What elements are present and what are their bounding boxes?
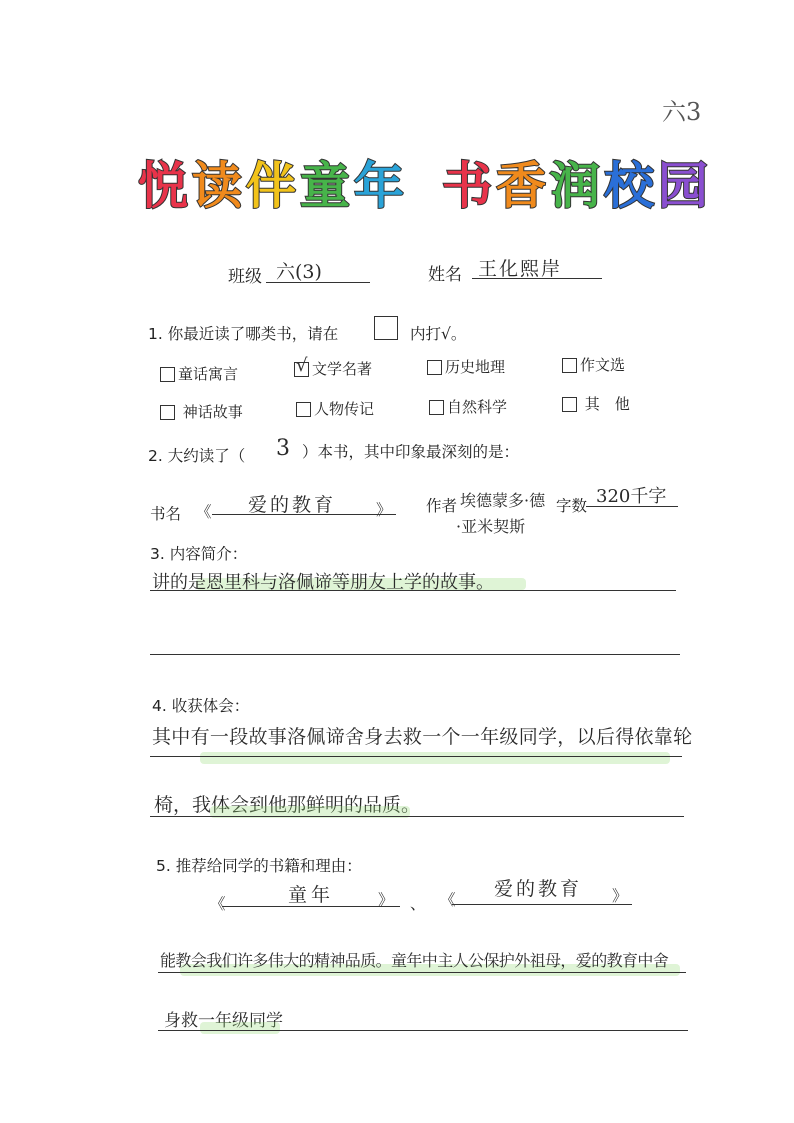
title-char: 润 (550, 157, 604, 215)
rec-book2-close: 》 (612, 887, 628, 905)
author-value-line2[interactable]: ·亚米契斯 (456, 517, 526, 536)
rec-book2-underline (452, 904, 632, 905)
option-myths[interactable] (160, 401, 243, 422)
check-mark-icon: √ (296, 355, 308, 376)
highlight-mark (200, 1022, 280, 1034)
q1-prompt-end: 内打√。 (410, 325, 467, 343)
q5-label: 5. 推荐给同学的书籍和理由： (156, 857, 362, 875)
option-other[interactable] (562, 393, 630, 414)
option-label: 人物传记 (314, 400, 375, 418)
rec-line-1 (158, 972, 686, 973)
checkbox[interactable] (160, 367, 175, 382)
rec-book2-title[interactable]: 爱的教育 (494, 878, 583, 900)
book-name-label: 书名 (150, 505, 182, 523)
checkbox-checked[interactable] (294, 355, 309, 377)
checkbox[interactable] (427, 360, 442, 375)
page-title (138, 146, 712, 216)
q2-prompt-start: 2. 大约读了（ (148, 447, 246, 465)
name-underline (472, 278, 602, 279)
rec-reason-line1[interactable]: 能教会我们许多伟大的精神品质。童年中主人公保护外祖母，爱的教育中舍 (160, 951, 669, 970)
option-label: 作文选 (580, 356, 626, 374)
author-label: 作者 (426, 497, 458, 515)
title-char: 书 (442, 157, 496, 215)
q4-label: 4. 收获体会： (152, 697, 250, 715)
class-underline (266, 282, 370, 283)
option-fairy-tales[interactable] (160, 363, 238, 384)
title-char: 园 (658, 157, 712, 215)
q1-sample-box (374, 316, 398, 340)
checkbox[interactable] (429, 400, 444, 415)
title-char: 悦 (138, 157, 192, 215)
class-label: 班级 (228, 267, 262, 287)
title-char: 伴 (246, 157, 300, 215)
option-history-geography[interactable] (427, 356, 505, 377)
book-name-open: 《 (196, 503, 212, 521)
title-char: 童 (300, 157, 354, 215)
title-char: 校 (604, 157, 658, 215)
checkbox[interactable] (296, 402, 311, 417)
rec-book2-open: 《 (440, 891, 456, 909)
class-value[interactable]: 六(3) (276, 261, 322, 283)
checkbox[interactable] (160, 405, 175, 420)
option-biographies[interactable] (296, 398, 374, 419)
rec-line-2 (158, 1030, 688, 1031)
book-name-value[interactable]: 爱的教育 (248, 494, 337, 516)
name-label: 姓名 (428, 265, 462, 285)
corner-mark: 六3 (662, 98, 702, 126)
word-count-value[interactable]: 320千字 (596, 486, 667, 507)
rec-book1-close: 》 (378, 891, 394, 909)
q3-line-1 (150, 590, 676, 591)
book-name-underline (212, 514, 396, 515)
checkbox[interactable] (562, 397, 577, 412)
option-natural-science[interactable] (429, 396, 507, 417)
q4-line-1 (150, 756, 682, 757)
rec-book1-underline (222, 906, 400, 907)
title-char: 读 (192, 157, 246, 215)
q3-summary-text[interactable]: 讲的是恩里科与洛佩谛等朋友上学的故事。 (152, 572, 494, 593)
q4-line-2 (150, 816, 684, 817)
rec-separator: 、 (410, 895, 426, 913)
q2-book-count[interactable]: 3 (276, 436, 290, 461)
option-label: 文学名著 (312, 360, 373, 378)
word-count-label: 字数 (556, 497, 588, 515)
q3-line-2 (150, 654, 680, 655)
q1-prompt-start: 1. 你最近读了哪类书，请在 (148, 325, 339, 343)
option-label: 神话故事 (182, 403, 243, 421)
rec-reason-line2[interactable]: 身救一年级同学 (164, 1011, 283, 1031)
title-char: 香 (496, 157, 550, 215)
title-char: 年 (354, 157, 408, 215)
word-count-underline (586, 506, 678, 507)
name-value[interactable]: 王化熙岸 (478, 258, 563, 280)
highlight-mark (200, 752, 670, 764)
q2-prompt-end: ）本书，其中印象最深刻的是： (302, 443, 520, 461)
rec-book1-title[interactable]: 童年 (288, 884, 335, 906)
q4-reflection-line1[interactable]: 其中有一段故事洛佩谛舍身去救一个一年级同学，以后得依靠轮 (152, 726, 693, 748)
option-label: 历史地理 (445, 358, 506, 376)
option-label: 童话寓言 (178, 365, 239, 383)
q3-label: 3. 内容简介： (150, 545, 248, 563)
rec-book1-open: 《 (210, 895, 226, 913)
option-essays[interactable] (562, 354, 625, 375)
checkbox[interactable] (562, 358, 577, 373)
q4-reflection-line2[interactable]: 椅，我体会到他那鲜明的品质。 (154, 794, 421, 816)
author-value-line1[interactable]: 埃德蒙多·德 (460, 491, 546, 510)
option-label: 自然科学 (447, 398, 508, 416)
option-literary-classics[interactable] (294, 355, 373, 379)
option-label: 其 他 (584, 395, 630, 413)
book-name-close: 》 (376, 501, 392, 519)
